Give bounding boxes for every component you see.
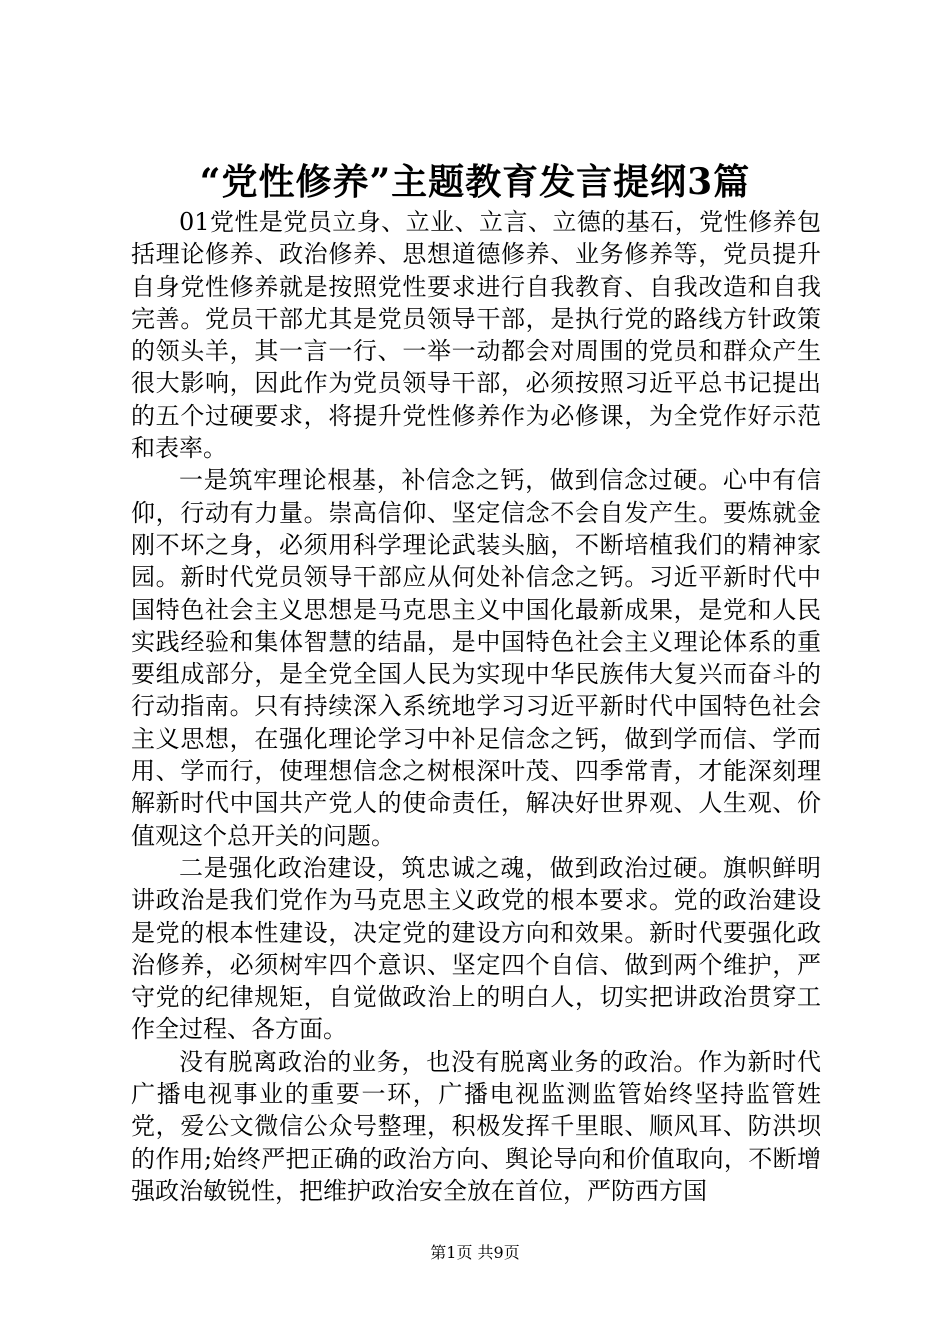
- paragraph-intro: 01党性是党员立身、立业、立言、立德的基石，党性修养包括理论修养、政治修养、思想道德修养、业务修养等，党员提升自身党性修养就是按照党性要求进行自我教育、自我改造和自我完善。党员干部尤其是党员领导干部，是执行党的路线方针政策的领头羊，其一言一行、一举一动都会对周围的党员和群众产生很大影响，因此作为党员领导干部，必须按照习近平总书记提出的五个过硬要求，将提升党性修养作为必修课，为全党作好示范和表率。: [131, 208, 821, 463]
- paragraph-point-two: 二是强化政治建设，筑忠诚之魂，做到政治过硬。旗帜鲜明讲政治是我们党作为马克思主义政党的根本要求。党的政治建设是党的根本性建设，决定党的建设方向和效果。新时代要强化政治修养，必须树牢四个意识、坚定四个自信、做到两个维护，严守党的纪律规矩，自觉做政治上的明白人，切实把讲政治贯穿工作全过程、各方面。: [131, 853, 821, 1044]
- page-number-footer: 第1页 共9页: [430, 1243, 520, 1262]
- document-title: “党性修养”主题教育发言提纲3篇: [199, 161, 751, 203]
- paragraph-continuation: 没有脱离政治的业务，也没有脱离业务的政治。作为新时代广播电视事业的重要一环，广播电视监测监管始终坚持监管姓党，爱公文微信公众号整理，积极发挥千里眼、顺风耳、防洪坝的作用;始终严把正确的政治方向、舆论导向和价值取向，不断增强政治敏锐性，把维护政治安全放在首位，严防西方国: [131, 1047, 821, 1205]
- paragraph-point-one: 一是筑牢理论根基，补信念之钙，做到信念过硬。心中有信仰，行动有力量。崇高信仰、坚定信念不会自发产生。要炼就金刚不坏之身，必须用科学理论武装头脑，不断培植我们的精神家园。新时代党员领导干部应从何处补信念之钙。习近平新时代中国特色社会主义思想是马克思主义中国化最新成果，是党和人民实践经验和集体智慧的结晶，是中国特色社会主义理论体系的重要组成部分，是全党全国人民为实现中华民族伟大复兴而奋斗的行动指南。只有持续深入系统地学习习近平新时代中国特色社会主义思想，在强化理论学习中补足信念之钙，做到学而信、学而用、学而行，使理想信念之树根深叶茂、四季常青，才能深刻理解新时代中国共产党人的使命责任，解决好世界观、人生观、价值观这个总开关的问题。: [131, 466, 821, 850]
- document-body: [131, 206, 821, 1207]
